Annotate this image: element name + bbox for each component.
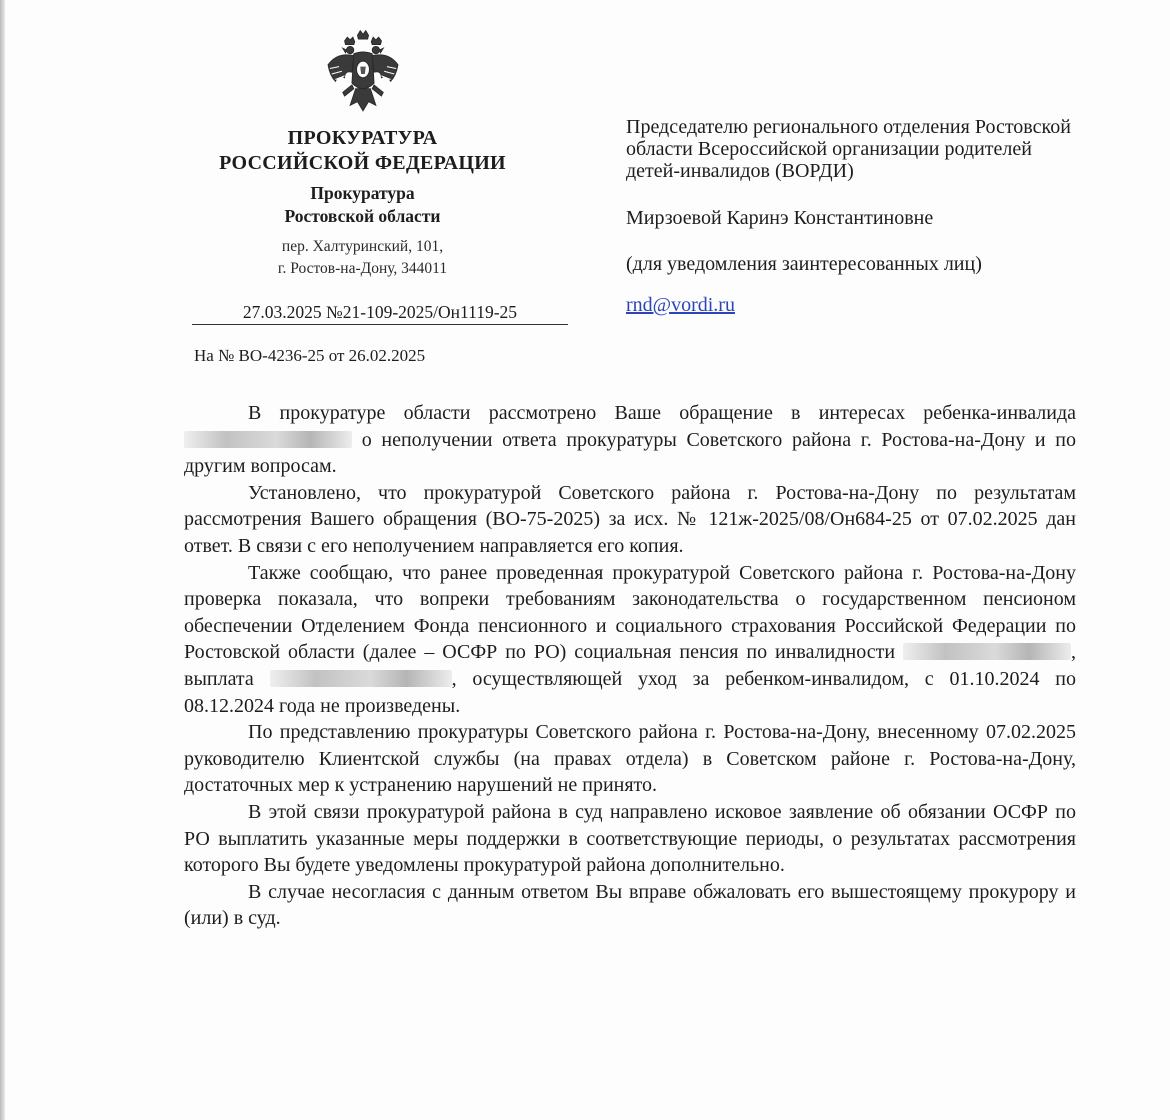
- addressee: Председателю регионального отделения Ростовской области Всероссийской организации родителей детей-инвалидов (ВОРДИ): [626, 116, 1071, 182]
- paragraph-1: [184, 400, 1076, 480]
- letter-date: 27.03.2025: [242, 302, 322, 322]
- registration-number: 21-109-2025/Он1119-25: [342, 302, 518, 322]
- org-name-line1: ПРОКУРАТУРА: [287, 127, 438, 149]
- paragraph-1-part-b: о неполучении ответа прокуратуры Советского района г. Ростова-на-Дону и по другим вопросам.: [184, 428, 1076, 478]
- paragraph-3: [184, 560, 1076, 720]
- paragraph-2: Установлено, что прокуратурой Советского района г. Ростова-на-Дону по результатам рассмотрения Вашего обращения (ВО-75-2025) за исх. № 121ж-2025/08/Он684-25 от 07.02.2025 дан ответ. В связи с его неполучением направляется его копия.: [184, 481, 1076, 557]
- recipient-block: [626, 116, 1086, 317]
- redacted-child-name: [184, 431, 352, 448]
- suborg-name-line1: Прокуратура: [310, 183, 415, 203]
- redacted-name-2: [270, 670, 452, 687]
- notify-note: (для уведомления заинтересованных лиц): [626, 253, 982, 275]
- letter-body: [184, 400, 1076, 932]
- paragraph-6: В случае несогласия с данным ответом Вы вправе обжаловать его вышестоящему прокурору и (или) в суд.: [184, 880, 1076, 930]
- address-line1: пер. Халтуринский, 101,: [281, 238, 444, 255]
- address-line2: г. Ростов-на-Дону, 344011: [277, 260, 448, 277]
- coat-of-arms-icon: [317, 28, 409, 120]
- addressee-name: Мирзоевой Каринэ Константиновне: [626, 207, 934, 229]
- page-edge: [0, 0, 5, 1120]
- suborg-name-line2: Ростовской области: [284, 206, 441, 226]
- paragraph-1-part-a: В прокуратуре области рассмотрено Ваше обращение в интересах ребенка-инвалида: [248, 402, 1076, 424]
- reply-reference: На № ВО-4236-25 от 26.02.2025: [194, 346, 426, 365]
- redacted-name-1: [903, 643, 1071, 660]
- number-sign: №: [326, 302, 343, 322]
- paragraph-3-part-c: , осуществляющей уход за ребенком-инвалидом, с 01.10.2024 по 08.12.2024 года не произведены.: [184, 667, 1076, 717]
- paragraph-5: В этой связи прокуратурой района в суд направлено исковое заявление об обязании ОСФР по РО выплатить указанные меры поддержки в соответствующие периоды, о результатах рассмотрения которого Вы будете уведомлены прокуратурой района дополнительно.: [184, 800, 1076, 877]
- sender-block: [190, 28, 535, 280]
- email-link[interactable]: rnd@vordi.ru: [626, 294, 735, 316]
- paragraph-4: По представлению прокуратуры Советского района г. Ростова-на-Дону, внесенному 07.02.2025 руководителю Клиентской службы (на правах отдела) в Советском районе г. Ростова-на-Дону, достаточных мер к устранению нарушений не принято.: [184, 721, 1076, 797]
- org-name-line2: РОССИЙСКОЙ ФЕДЕРАЦИИ: [219, 152, 506, 174]
- registration-line: [192, 302, 568, 325]
- paragraph-3-part-b: , выплата: [184, 641, 1076, 690]
- paragraph-3-part-a: Также сообщаю, что ранее проведенная прокуратурой Советского района г. Ростова-на-Дону проверка показала, что вопреки требованиям законодательства о государственном пенсионом обеспечении Отделением Фонда пенсионного и социального страхования Российской Федерации по Ростовской области (далее – ОСФР по РО) социальная пенсия по инвалидности: [184, 561, 1076, 664]
